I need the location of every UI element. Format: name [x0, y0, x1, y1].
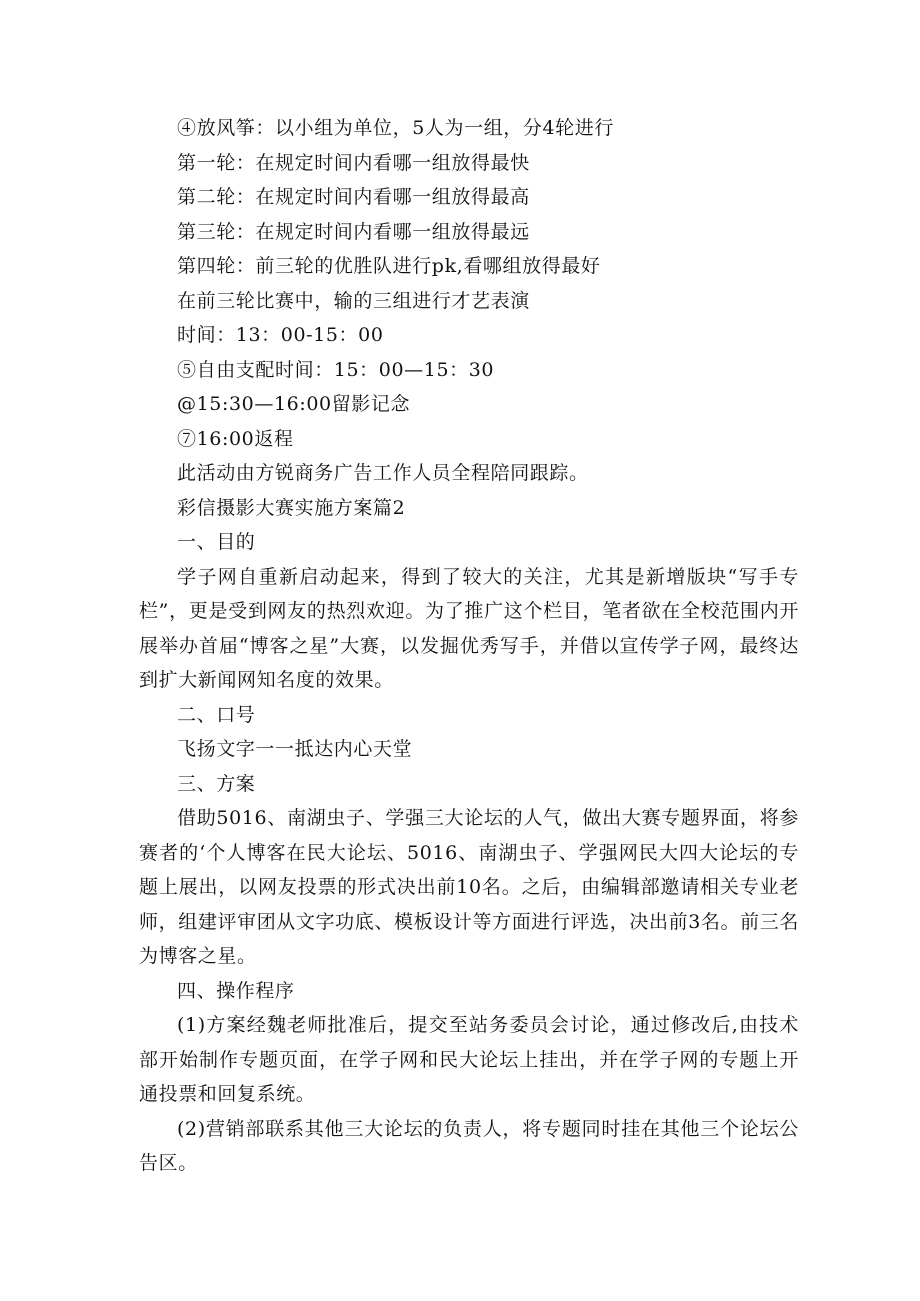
round-two: 第二轮：在规定时间内看哪一组放得最高: [177, 186, 530, 208]
photo-time: @15:30—16:00留影记念: [177, 393, 411, 415]
return-time: ⑦16:00返程: [177, 427, 294, 450]
free-time: ⑤自由支配时间：15：00—15：30: [177, 358, 495, 381]
heading-plan: 三、方案: [177, 772, 256, 795]
paragraph-step-1: (1)方案经魏老师批准后，提交至站务委员会讨论，通过修改后,由技术部开始制作专题页面，在学子网和民大论坛上挂出，并在学子网的专题上开通投票和回复系统。: [139, 1014, 799, 1105]
section-title: 彩信摄影大赛实施方案篇2: [177, 496, 406, 519]
heading-procedure: 四、操作程序: [177, 979, 295, 1002]
paragraph-step-2: (2)营销部联系其他三大论坛的负责人，将专题同时挂在其他三个论坛公告区。: [139, 1117, 799, 1174]
round-three: 第三轮：在规定时间内看哪一组放得最远: [177, 220, 530, 243]
slogan-text: 飞扬文字一一抵达内心天堂: [177, 738, 413, 760]
round-four: 第四轮：前三轮的优胜队进行pk,看哪组放得最好: [177, 255, 601, 277]
heading-slogan: 二、口号: [177, 703, 256, 726]
paragraph-plan: 借助5016、南湖虫子、学强三大论坛的人气，做出大赛专题界面，将参赛者的‘个人博客在民大论坛、5016、南湖虫子、学强网民大四大论坛的专题上展出，以网友投票的形式决出前10名。之后，由编辑部邀请相关专业老师，组建评审团从文字功底、模板设计等方面进行评选，决出前3名。前三名为博客之星。: [139, 807, 799, 967]
round-one: 第一轮：在规定时间内看哪一组放得最快: [177, 151, 530, 174]
kite-time: 时间：13：00-15：00: [177, 324, 384, 346]
paragraph-purpose: 学子网自重新启动起来，得到了较大的关注，尤其是新增版块“写手专栏”，更是受到网友的热烈欢迎。为了推广这个栏目，笔者欲在全校范围内开展举办首届“博客之星”大赛，以发掘优秀写手，并借以宣传学子网，最终达到扩大新闻网知名度的效果。: [139, 565, 799, 691]
staff-note: 此活动由方锐商务广告工作人员全程陪同跟踪。: [177, 462, 589, 484]
heading-purpose: 一、目的: [177, 531, 256, 553]
activity-kite-flying: ④放风筝：以小组为单位，5人为一组，分4轮进行: [177, 117, 614, 139]
document-body: [139, 111, 799, 1181]
talent-show-note: 在前三轮比赛中，输的三组进行才艺表演: [177, 289, 530, 312]
